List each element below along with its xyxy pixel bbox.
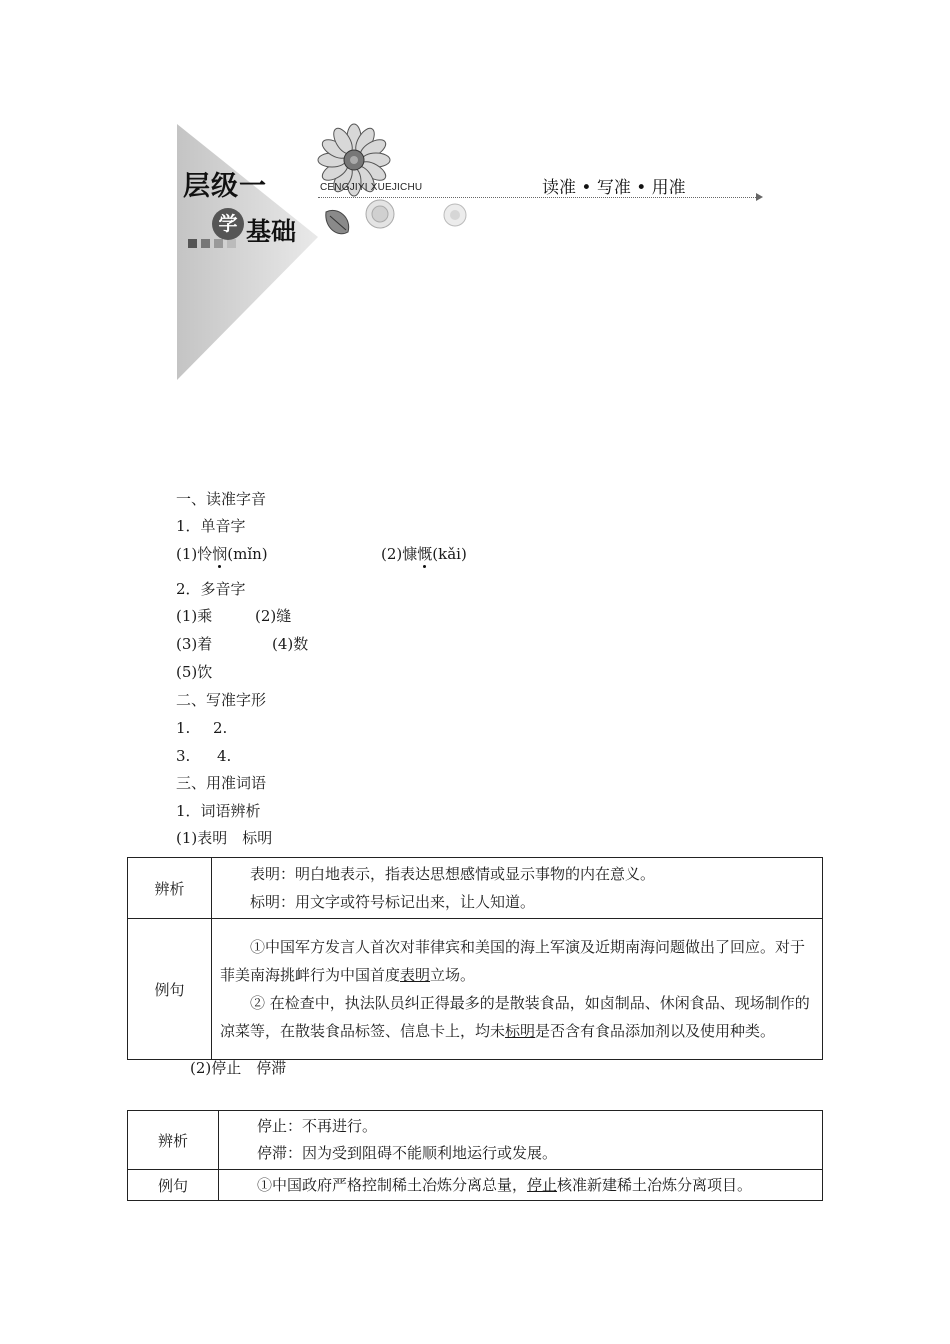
item-pinyin: (mǐn) — [227, 545, 268, 563]
section-heading-1: 一、读准字音 — [176, 490, 267, 508]
banner-tagline: 读准 • 写准 • 用准 — [542, 178, 686, 198]
table-example-cell — [219, 1170, 823, 1201]
rose-icon — [366, 200, 394, 228]
word-pair-title-2: (2)停止 停滞 — [190, 1059, 287, 1077]
multi-item: (1)乘 — [176, 607, 213, 625]
analysis-line: 标明：用文字或符号标记出来，让人知道。 — [250, 893, 536, 911]
banner-triangle — [177, 124, 318, 380]
subheading-words: 1．词语辨析 — [176, 802, 261, 820]
example-sentence — [220, 989, 814, 1045]
sentence-text: ①中国军方发言人首次对菲律宾和美国的海上军演及近期南海问题做出了回应。对于菲美南海挑衅行为中国首度 — [220, 938, 806, 984]
banner-pinyin: CENGJIYI XUEJICHU — [320, 182, 423, 193]
example-sentence — [227, 1172, 814, 1198]
comparison-table-1 — [127, 857, 823, 1060]
sentence-text: 立场。 — [430, 966, 476, 984]
subheading-single: 1．单音字 — [176, 517, 246, 535]
analysis-line: 停止：不再进行。 — [257, 1117, 378, 1135]
form-item: 3. — [176, 747, 191, 765]
underlined-word: 表明 — [400, 966, 431, 984]
table-analysis-cell — [212, 858, 823, 919]
banner-circle-char: 学 — [212, 208, 244, 240]
square-icon — [201, 239, 210, 248]
table-label-example: 例句 — [128, 919, 212, 1060]
sentence-text: 是否含有食品添加剂以及使用种类。 — [535, 1022, 776, 1040]
multi-item: (3)着 — [176, 635, 213, 653]
example-sentence — [220, 933, 814, 989]
form-item: 4. — [217, 747, 232, 765]
emphasis-char: 悯 — [212, 545, 228, 563]
form-item: 1. — [176, 719, 191, 737]
leaf-icon — [326, 210, 349, 233]
analysis-line: 表明：明白地表示，指表达思想感情或显示事物的内在意义。 — [250, 865, 656, 883]
table-analysis-cell — [219, 1111, 823, 1170]
sentence-text: 核准新建稀土冶炼分离项目。 — [557, 1176, 753, 1194]
table-label-analysis: 辨析 — [128, 1111, 219, 1170]
multi-item: (2)缝 — [255, 607, 292, 625]
section-heading-2: 二、写准字形 — [176, 691, 267, 709]
word-pair-title-1: (1)表明 标明 — [176, 829, 273, 847]
square-icon — [214, 239, 223, 248]
table-label-example: 例句 — [128, 1170, 219, 1201]
square-icon — [227, 239, 236, 248]
multi-item: (4)数 — [272, 635, 309, 653]
banner-dotted-line — [318, 197, 758, 198]
section-heading-3: 三、用准词语 — [176, 774, 267, 792]
underlined-word: 标明 — [505, 1022, 536, 1040]
sentence-text: ② 在检查中，执法队员纠正得最多的是散装食品，如卤制品、休闲食品、现场制作的凉菜等，在散装食品标签、信息卡上，均未 — [220, 994, 810, 1040]
subheading-multi: 2．多音字 — [176, 580, 246, 598]
arrow-icon — [756, 193, 763, 201]
small-flower-icon — [444, 204, 466, 226]
single-char-item-1 — [176, 544, 268, 564]
underlined-word: 停止 — [527, 1176, 558, 1194]
item-pinyin: (kǎi) — [432, 545, 467, 563]
item-prefix: (2)慷 — [381, 545, 418, 563]
comparison-table-2 — [127, 1110, 823, 1201]
table-label-analysis: 辨析 — [128, 858, 212, 919]
single-char-item-2 — [381, 544, 467, 564]
banner-graphic — [0, 0, 950, 400]
multi-item: (5)饮 — [176, 663, 213, 681]
analysis-line: 停滞：因为受到阻碍不能顺利地运行或发展。 — [257, 1144, 558, 1162]
sentence-text: ①中国政府严格控制稀土冶炼分离总量， — [257, 1176, 528, 1194]
square-icon — [188, 239, 197, 248]
emphasis-char: 慨 — [417, 545, 433, 563]
banner-subtitle: 基础 — [246, 217, 297, 246]
item-prefix: (1)怜 — [176, 545, 213, 563]
banner-title: 层级一 — [183, 171, 267, 202]
section-banner — [0, 0, 950, 400]
form-item: 2. — [213, 719, 228, 737]
table-example-cell — [212, 919, 823, 1060]
